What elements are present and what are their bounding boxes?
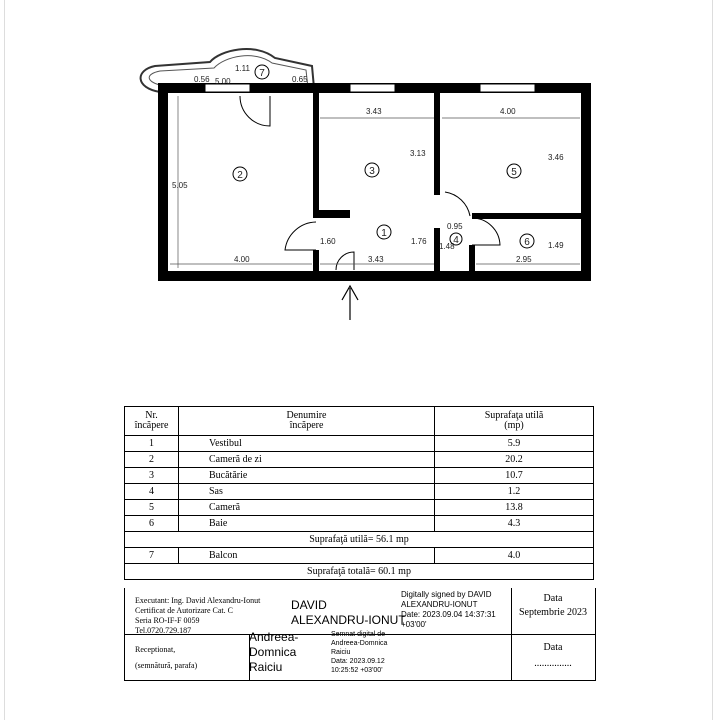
- dim-label: 2.95: [516, 255, 532, 264]
- total-row: Suprafaţă totală= 60.1 mp: [125, 564, 594, 580]
- digital-signature-2: Semnat digital de Andreea-Domnica Raiciu Data: 2023.09.12 10:25:52 +03'00': [331, 631, 388, 674]
- room-number-6: [520, 234, 534, 248]
- dim-label: 5.00: [215, 77, 231, 86]
- table-row: 4 Sas 1.2: [125, 484, 594, 500]
- svg-text:7: 7: [259, 68, 265, 79]
- room-number-1: [377, 225, 391, 239]
- room-number-5: [507, 164, 521, 178]
- dim-label: 1.60: [320, 237, 336, 246]
- table-row: 3 Bucătărie 10.7: [125, 468, 594, 484]
- table-row: 1 Vestibul 5.9: [125, 436, 594, 452]
- executant-info: Executant: Ing. David Alexandru-Ionut Certificat de Autorizare Cat. C Seria RO-IF-F 0059 Tel.0720.729.187: [135, 596, 261, 635]
- dim-label: 1.11: [235, 64, 250, 73]
- dim-label: 1.76: [411, 237, 427, 246]
- signer2-name: Andreea- Domnica Raiciu: [249, 630, 299, 674]
- svg-text:5: 5: [511, 167, 517, 178]
- dim-label: 3.43: [366, 107, 382, 116]
- dim-label: 5.05: [172, 181, 188, 190]
- room-number-2: [233, 167, 247, 181]
- svg-text:2: 2: [237, 170, 243, 181]
- room-number-3: [365, 163, 379, 177]
- util-total-row: Suprafaţă utilă= 56.1 mp: [125, 532, 594, 548]
- dim-label: 4.00: [500, 107, 516, 116]
- dim-label: 1.49: [548, 241, 564, 250]
- dim-label: 3.43: [368, 255, 384, 264]
- signature-block: [124, 588, 596, 681]
- svg-text:1: 1: [381, 228, 387, 239]
- rooms-table: [124, 406, 594, 580]
- dim-label: 3.46: [548, 153, 564, 162]
- signer1-name: DAVID ALEXANDRU-IONUT: [291, 598, 406, 627]
- date-1: Data Septembrie 2023: [518, 593, 588, 618]
- date-2: Data ...............: [534, 642, 572, 669]
- table-row: 2 Cameră de zi 20.2: [125, 452, 594, 468]
- col-header-nr: Nr. încăpere: [125, 407, 179, 436]
- svg-text:6: 6: [524, 237, 530, 248]
- svg-text:4: 4: [453, 235, 459, 246]
- table-row: 7 Balcon 4.0: [125, 548, 594, 564]
- dim-label: 3.13: [410, 149, 426, 158]
- svg-text:3: 3: [369, 166, 375, 177]
- col-header-name: Denumire încăpere: [179, 407, 435, 436]
- digital-signature-1: Digitally signed by DAVID ALEXANDRU-IONUT Date: 2023.09.04 14:37:31 +03'00': [401, 590, 496, 629]
- dim-label: 1.48: [439, 242, 455, 251]
- receptionat-label: Receptionat, (semnătură, parafa): [135, 645, 198, 670]
- dim-label: 0.56: [194, 75, 210, 84]
- col-header-area: Suprafaţa utilă (mp): [435, 407, 594, 436]
- table-row: 5 Cameră 13.8: [125, 500, 594, 516]
- dim-label: 0.95: [447, 222, 463, 231]
- room-number-7: [255, 65, 269, 79]
- dim-label: 4.00: [234, 255, 250, 264]
- dim-label: 0.65: [292, 75, 308, 84]
- table-row: 6 Baie 4.3: [125, 516, 594, 532]
